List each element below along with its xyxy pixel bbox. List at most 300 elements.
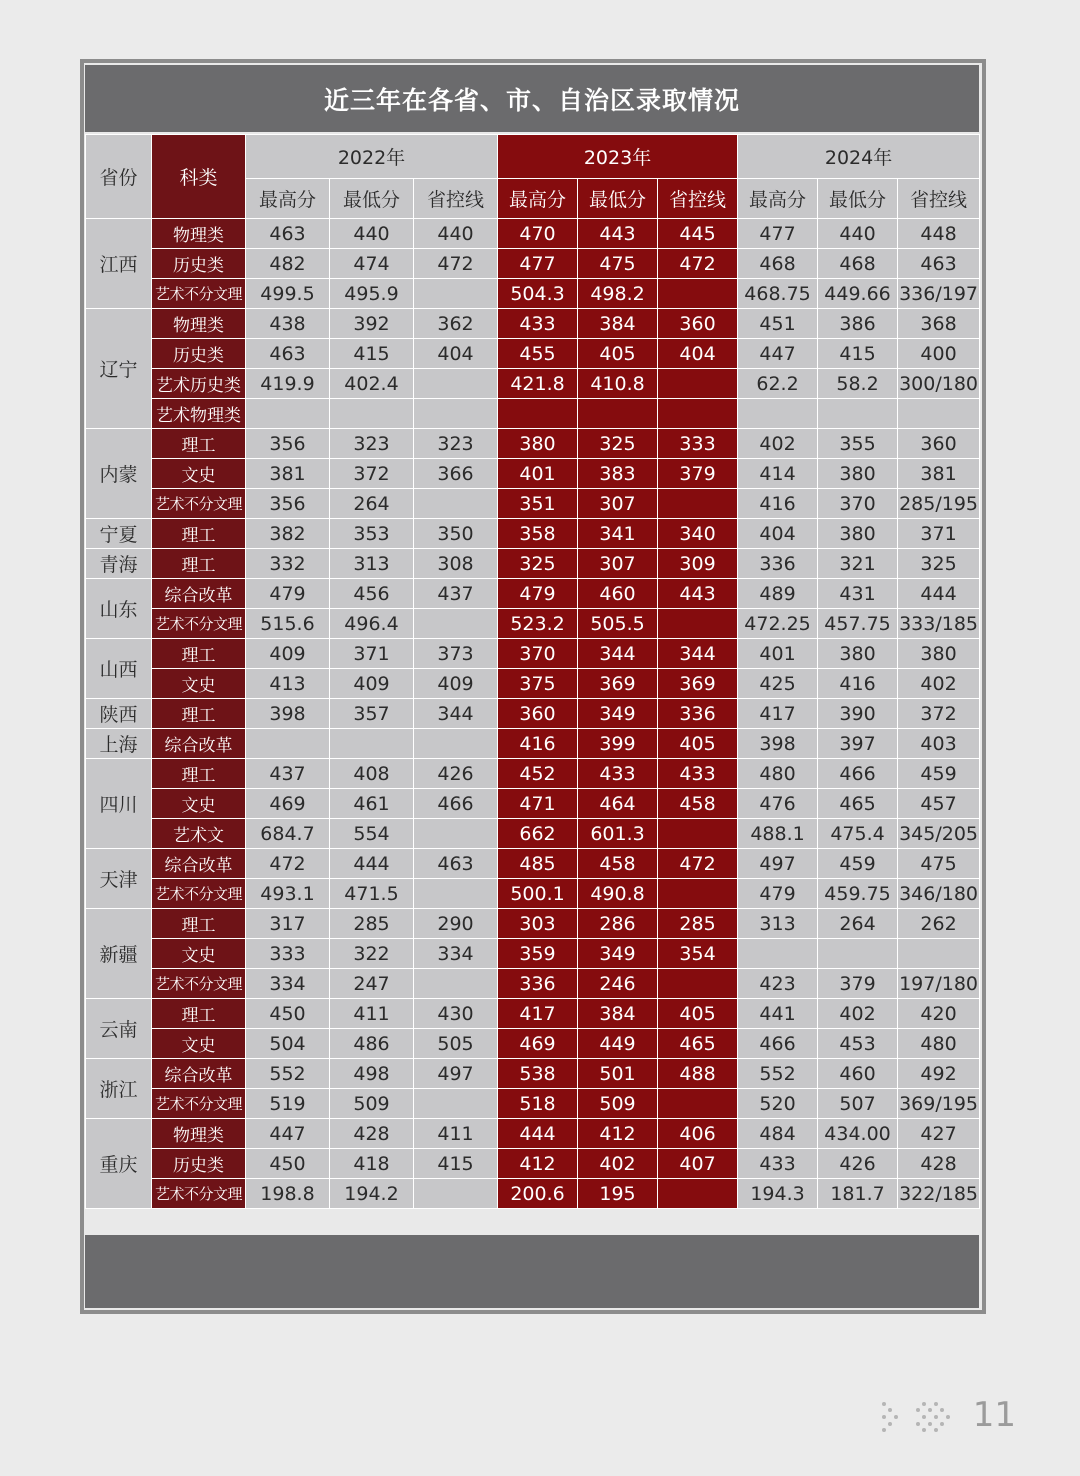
score-cell: 433 [578, 759, 658, 789]
score-cell: 264 [818, 909, 898, 939]
score-cell: 303 [498, 909, 578, 939]
score-cell: 450 [246, 999, 330, 1029]
score-cell: 194.2 [330, 1179, 414, 1209]
score-cell: 430 [414, 999, 498, 1029]
score-cell: 325 [498, 549, 578, 579]
category-cell: 物理类 [152, 1119, 246, 1149]
score-cell [414, 1089, 498, 1119]
score-cell: 358 [498, 519, 578, 549]
category-cell: 理工 [152, 999, 246, 1029]
score-cell: 447 [738, 339, 818, 369]
score-cell: 346/180 [898, 879, 980, 909]
score-cell: 466 [738, 1029, 818, 1059]
score-cell: 463 [246, 339, 330, 369]
score-cell: 488 [658, 1059, 738, 1089]
score-cell: 474 [330, 249, 414, 279]
score-cell: 399 [578, 729, 658, 759]
score-cell: 415 [414, 1149, 498, 1179]
score-cell: 380 [818, 519, 898, 549]
table-row [86, 789, 980, 819]
score-cell: 345/205 [898, 819, 980, 849]
score-cell [414, 609, 498, 639]
table-row [86, 1119, 980, 1149]
table-row [86, 669, 980, 699]
score-cell: 504.3 [498, 279, 578, 309]
score-cell: 368 [898, 309, 980, 339]
score-cell: 416 [818, 669, 898, 699]
score-cell [658, 279, 738, 309]
score-cell: 445 [658, 219, 738, 249]
dots-arrow-icon [880, 1400, 965, 1434]
header-min: 最低分 [330, 179, 414, 219]
score-cell: 360 [498, 699, 578, 729]
score-cell: 419.9 [246, 369, 330, 399]
category-cell: 理工 [152, 429, 246, 459]
score-cell: 451 [738, 309, 818, 339]
score-cell: 354 [658, 939, 738, 969]
score-cell: 459 [818, 849, 898, 879]
score-cell: 322 [330, 939, 414, 969]
score-cell: 402 [898, 669, 980, 699]
table-row [86, 639, 980, 669]
header-year-2024: 2024年 [738, 135, 980, 179]
table-row [86, 459, 980, 489]
score-cell: 472 [658, 849, 738, 879]
score-cell: 461 [330, 789, 414, 819]
score-cell: 370 [818, 489, 898, 519]
score-cell: 475.4 [818, 819, 898, 849]
score-cell: 351 [498, 489, 578, 519]
score-cell: 437 [414, 579, 498, 609]
score-cell: 398 [246, 699, 330, 729]
score-cell: 437 [246, 759, 330, 789]
score-cell: 465 [658, 1029, 738, 1059]
score-cell: 441 [738, 999, 818, 1029]
score-cell: 308 [414, 549, 498, 579]
score-cell: 383 [578, 459, 658, 489]
score-cell: 409 [414, 669, 498, 699]
score-cell: 400 [898, 339, 980, 369]
score-cell: 181.7 [818, 1179, 898, 1209]
score-cell: 433 [498, 309, 578, 339]
score-cell: 307 [578, 489, 658, 519]
page-number: 11 [972, 1395, 1016, 1435]
header-control-line: 省控线 [658, 179, 738, 219]
score-cell: 464 [578, 789, 658, 819]
score-cell: 684.7 [246, 819, 330, 849]
category-cell: 文史 [152, 1029, 246, 1059]
score-cell [658, 879, 738, 909]
score-cell [658, 369, 738, 399]
score-cell: 519 [246, 1089, 330, 1119]
score-cell: 300/180 [898, 369, 980, 399]
score-cell: 444 [330, 849, 414, 879]
score-cell: 493.1 [246, 879, 330, 909]
province-cell: 四川 [86, 759, 152, 849]
score-cell: 372 [898, 699, 980, 729]
score-cell: 340 [658, 519, 738, 549]
score-cell [658, 969, 738, 999]
score-cell: 497 [414, 1059, 498, 1089]
header-control-line: 省控线 [898, 179, 980, 219]
score-cell: 449 [578, 1029, 658, 1059]
category-cell: 理工 [152, 699, 246, 729]
score-cell: 469 [498, 1029, 578, 1059]
score-cell: 369 [578, 669, 658, 699]
score-cell: 490.8 [578, 879, 658, 909]
score-cell: 370 [498, 639, 578, 669]
score-cell: 397 [818, 729, 898, 759]
table-row [86, 729, 980, 759]
score-cell: 501 [578, 1059, 658, 1089]
category-cell: 理工 [152, 759, 246, 789]
score-cell: 507 [818, 1089, 898, 1119]
score-cell: 333 [658, 429, 738, 459]
score-cell: 465 [818, 789, 898, 819]
score-cell: 427 [898, 1119, 980, 1149]
score-cell: 458 [578, 849, 658, 879]
score-cell: 262 [898, 909, 980, 939]
score-cell: 313 [330, 549, 414, 579]
score-cell: 505 [414, 1029, 498, 1059]
category-cell: 艺术不分文理 [152, 969, 246, 999]
score-cell [898, 399, 980, 429]
score-cell: 476 [738, 789, 818, 819]
score-cell: 285/195 [898, 489, 980, 519]
score-cell: 402 [738, 429, 818, 459]
score-cell: 463 [246, 219, 330, 249]
score-cell: 420 [898, 999, 980, 1029]
score-cell: 246 [578, 969, 658, 999]
category-cell: 艺术不分文理 [152, 609, 246, 639]
score-cell [414, 969, 498, 999]
score-cell: 402 [578, 1149, 658, 1179]
score-cell: 409 [246, 639, 330, 669]
province-cell: 新疆 [86, 909, 152, 999]
score-cell: 341 [578, 519, 658, 549]
score-cell: 466 [818, 759, 898, 789]
score-cell: 492 [898, 1059, 980, 1089]
table-row [86, 279, 980, 309]
table-row [86, 249, 980, 279]
score-cell: 495.9 [330, 279, 414, 309]
score-cell: 404 [658, 339, 738, 369]
score-cell: 554 [330, 819, 414, 849]
score-cell [658, 1089, 738, 1119]
score-cell: 479 [738, 879, 818, 909]
score-cell [330, 399, 414, 429]
header-max: 最高分 [498, 179, 578, 219]
score-cell: 325 [898, 549, 980, 579]
table-row [86, 1089, 980, 1119]
table-row [86, 879, 980, 909]
score-cell: 349 [578, 939, 658, 969]
score-cell: 404 [738, 519, 818, 549]
score-cell: 421.8 [498, 369, 578, 399]
score-cell [414, 1179, 498, 1209]
score-cell: 434.00 [818, 1119, 898, 1149]
score-cell: 479 [246, 579, 330, 609]
score-cell: 380 [898, 639, 980, 669]
score-cell: 392 [330, 309, 414, 339]
table-body [86, 219, 980, 1209]
score-cell: 498 [330, 1059, 414, 1089]
score-cell: 515.6 [246, 609, 330, 639]
score-cell: 488.1 [738, 819, 818, 849]
category-cell: 理工 [152, 909, 246, 939]
score-cell: 450 [246, 1149, 330, 1179]
score-cell: 447 [246, 1119, 330, 1149]
score-cell: 373 [414, 639, 498, 669]
score-cell: 333/185 [898, 609, 980, 639]
score-cell [738, 399, 818, 429]
score-cell: 485 [498, 849, 578, 879]
score-cell: 322/185 [898, 1179, 980, 1209]
header-category: 科类 [152, 135, 246, 219]
score-cell: 468 [738, 249, 818, 279]
score-cell: 401 [498, 459, 578, 489]
province-cell: 辽宁 [86, 309, 152, 429]
score-cell: 285 [330, 909, 414, 939]
table-row [86, 939, 980, 969]
category-cell: 文史 [152, 459, 246, 489]
category-cell: 文史 [152, 789, 246, 819]
score-cell [658, 819, 738, 849]
score-cell: 380 [818, 459, 898, 489]
score-cell: 381 [898, 459, 980, 489]
score-cell: 406 [658, 1119, 738, 1149]
province-cell: 天津 [86, 849, 152, 909]
score-cell: 662 [498, 819, 578, 849]
category-cell: 艺术不分文理 [152, 879, 246, 909]
admission-table [85, 134, 980, 1209]
category-cell: 物理类 [152, 309, 246, 339]
score-cell: 412 [498, 1149, 578, 1179]
table-row [86, 399, 980, 429]
score-cell: 375 [498, 669, 578, 699]
score-cell: 415 [330, 339, 414, 369]
score-cell: 472 [246, 849, 330, 879]
score-cell: 353 [330, 519, 414, 549]
table-row [86, 339, 980, 369]
header-control-line: 省控线 [414, 179, 498, 219]
score-cell: 198.8 [246, 1179, 330, 1209]
table-row [86, 699, 980, 729]
score-cell: 438 [246, 309, 330, 339]
score-cell: 285 [658, 909, 738, 939]
score-cell: 62.2 [738, 369, 818, 399]
table-row [86, 1029, 980, 1059]
score-cell: 404 [414, 339, 498, 369]
score-cell: 452 [498, 759, 578, 789]
category-cell: 艺术历史类 [152, 369, 246, 399]
score-cell: 344 [658, 639, 738, 669]
score-cell: 362 [414, 309, 498, 339]
score-cell: 350 [414, 519, 498, 549]
score-cell: 264 [330, 489, 414, 519]
score-cell [898, 939, 980, 969]
score-cell: 323 [414, 429, 498, 459]
table-row [86, 759, 980, 789]
score-cell: 369/195 [898, 1089, 980, 1119]
score-cell [246, 729, 330, 759]
score-cell: 344 [414, 699, 498, 729]
header-min: 最低分 [578, 179, 658, 219]
header-year-2022: 2022年 [246, 135, 498, 179]
score-cell: 197/180 [898, 969, 980, 999]
score-cell: 455 [498, 339, 578, 369]
score-cell: 369 [658, 669, 738, 699]
score-cell: 443 [658, 579, 738, 609]
score-cell: 411 [330, 999, 414, 1029]
score-cell: 480 [898, 1029, 980, 1059]
table-row [86, 849, 980, 879]
score-cell: 509 [330, 1089, 414, 1119]
score-cell: 520 [738, 1089, 818, 1119]
score-cell: 475 [578, 249, 658, 279]
score-cell: 466 [414, 789, 498, 819]
header-max: 最高分 [246, 179, 330, 219]
score-cell: 440 [414, 219, 498, 249]
score-cell: 518 [498, 1089, 578, 1119]
score-cell [658, 489, 738, 519]
score-cell: 58.2 [818, 369, 898, 399]
score-cell: 402 [818, 999, 898, 1029]
score-cell: 496.4 [330, 609, 414, 639]
score-cell: 433 [658, 759, 738, 789]
score-cell: 509 [578, 1089, 658, 1119]
score-cell: 402.4 [330, 369, 414, 399]
score-cell: 428 [898, 1149, 980, 1179]
page-title: 近三年在各省、市、自治区录取情况 [85, 65, 979, 132]
score-cell [414, 489, 498, 519]
score-cell: 414 [738, 459, 818, 489]
province-cell: 上海 [86, 729, 152, 759]
table-row [86, 369, 980, 399]
score-cell: 384 [578, 309, 658, 339]
province-cell: 山东 [86, 579, 152, 639]
table-row [86, 1149, 980, 1179]
table-row [86, 969, 980, 999]
category-cell: 历史类 [152, 339, 246, 369]
score-cell: 552 [246, 1059, 330, 1089]
category-cell: 综合改革 [152, 849, 246, 879]
table-row [86, 489, 980, 519]
score-cell: 443 [578, 219, 658, 249]
score-cell: 426 [818, 1149, 898, 1179]
score-cell: 407 [658, 1149, 738, 1179]
score-cell: 412 [578, 1119, 658, 1149]
category-cell: 文史 [152, 669, 246, 699]
score-cell: 523.2 [498, 609, 578, 639]
score-cell: 357 [330, 699, 414, 729]
score-cell: 390 [818, 699, 898, 729]
score-cell: 475 [898, 849, 980, 879]
score-cell: 472.25 [738, 609, 818, 639]
score-cell: 459 [898, 759, 980, 789]
score-cell: 323 [330, 429, 414, 459]
score-cell: 359 [498, 939, 578, 969]
score-cell: 409 [330, 669, 414, 699]
category-cell: 艺术不分文理 [152, 1179, 246, 1209]
score-cell [498, 399, 578, 429]
score-cell: 334 [246, 969, 330, 999]
score-cell: 386 [818, 309, 898, 339]
score-cell: 416 [498, 729, 578, 759]
score-cell: 403 [898, 729, 980, 759]
score-cell [246, 399, 330, 429]
score-cell [738, 939, 818, 969]
score-cell: 371 [898, 519, 980, 549]
score-cell: 418 [330, 1149, 414, 1179]
table-row [86, 579, 980, 609]
header-province: 省份 [86, 135, 152, 219]
score-cell: 360 [658, 309, 738, 339]
score-cell: 472 [414, 249, 498, 279]
score-cell: 538 [498, 1059, 578, 1089]
score-cell [818, 939, 898, 969]
score-cell: 379 [658, 459, 738, 489]
score-cell: 433 [738, 1149, 818, 1179]
category-cell: 艺术不分文理 [152, 489, 246, 519]
score-cell [818, 399, 898, 429]
score-cell: 366 [414, 459, 498, 489]
score-cell: 499.5 [246, 279, 330, 309]
score-cell: 456 [330, 579, 414, 609]
category-cell: 艺术不分文理 [152, 279, 246, 309]
score-cell: 425 [738, 669, 818, 699]
score-cell: 458 [658, 789, 738, 819]
province-cell: 陕西 [86, 699, 152, 729]
score-cell: 469 [246, 789, 330, 819]
score-cell: 372 [330, 459, 414, 489]
score-cell: 480 [738, 759, 818, 789]
score-cell: 505.5 [578, 609, 658, 639]
score-cell: 410.8 [578, 369, 658, 399]
header-min: 最低分 [818, 179, 898, 219]
score-cell: 313 [738, 909, 818, 939]
score-cell: 470 [498, 219, 578, 249]
table-row [86, 1059, 980, 1089]
province-cell: 内蒙 [86, 429, 152, 519]
score-cell: 500.1 [498, 879, 578, 909]
score-cell: 444 [898, 579, 980, 609]
score-cell: 484 [738, 1119, 818, 1149]
score-cell [578, 399, 658, 429]
province-cell: 宁夏 [86, 519, 152, 549]
score-cell: 336/197 [898, 279, 980, 309]
score-cell: 401 [738, 639, 818, 669]
score-cell: 460 [578, 579, 658, 609]
score-cell: 471.5 [330, 879, 414, 909]
score-cell: 405 [658, 999, 738, 1029]
score-cell: 384 [578, 999, 658, 1029]
score-cell: 290 [414, 909, 498, 939]
table-row [86, 549, 980, 579]
score-cell: 408 [330, 759, 414, 789]
score-cell: 477 [498, 249, 578, 279]
score-cell: 336 [498, 969, 578, 999]
score-cell: 459.75 [818, 879, 898, 909]
score-cell: 463 [414, 849, 498, 879]
category-cell: 综合改革 [152, 579, 246, 609]
score-cell [414, 369, 498, 399]
score-cell: 449.66 [818, 279, 898, 309]
table-row [86, 999, 980, 1029]
score-cell: 440 [818, 219, 898, 249]
score-cell: 405 [578, 339, 658, 369]
score-cell: 381 [246, 459, 330, 489]
